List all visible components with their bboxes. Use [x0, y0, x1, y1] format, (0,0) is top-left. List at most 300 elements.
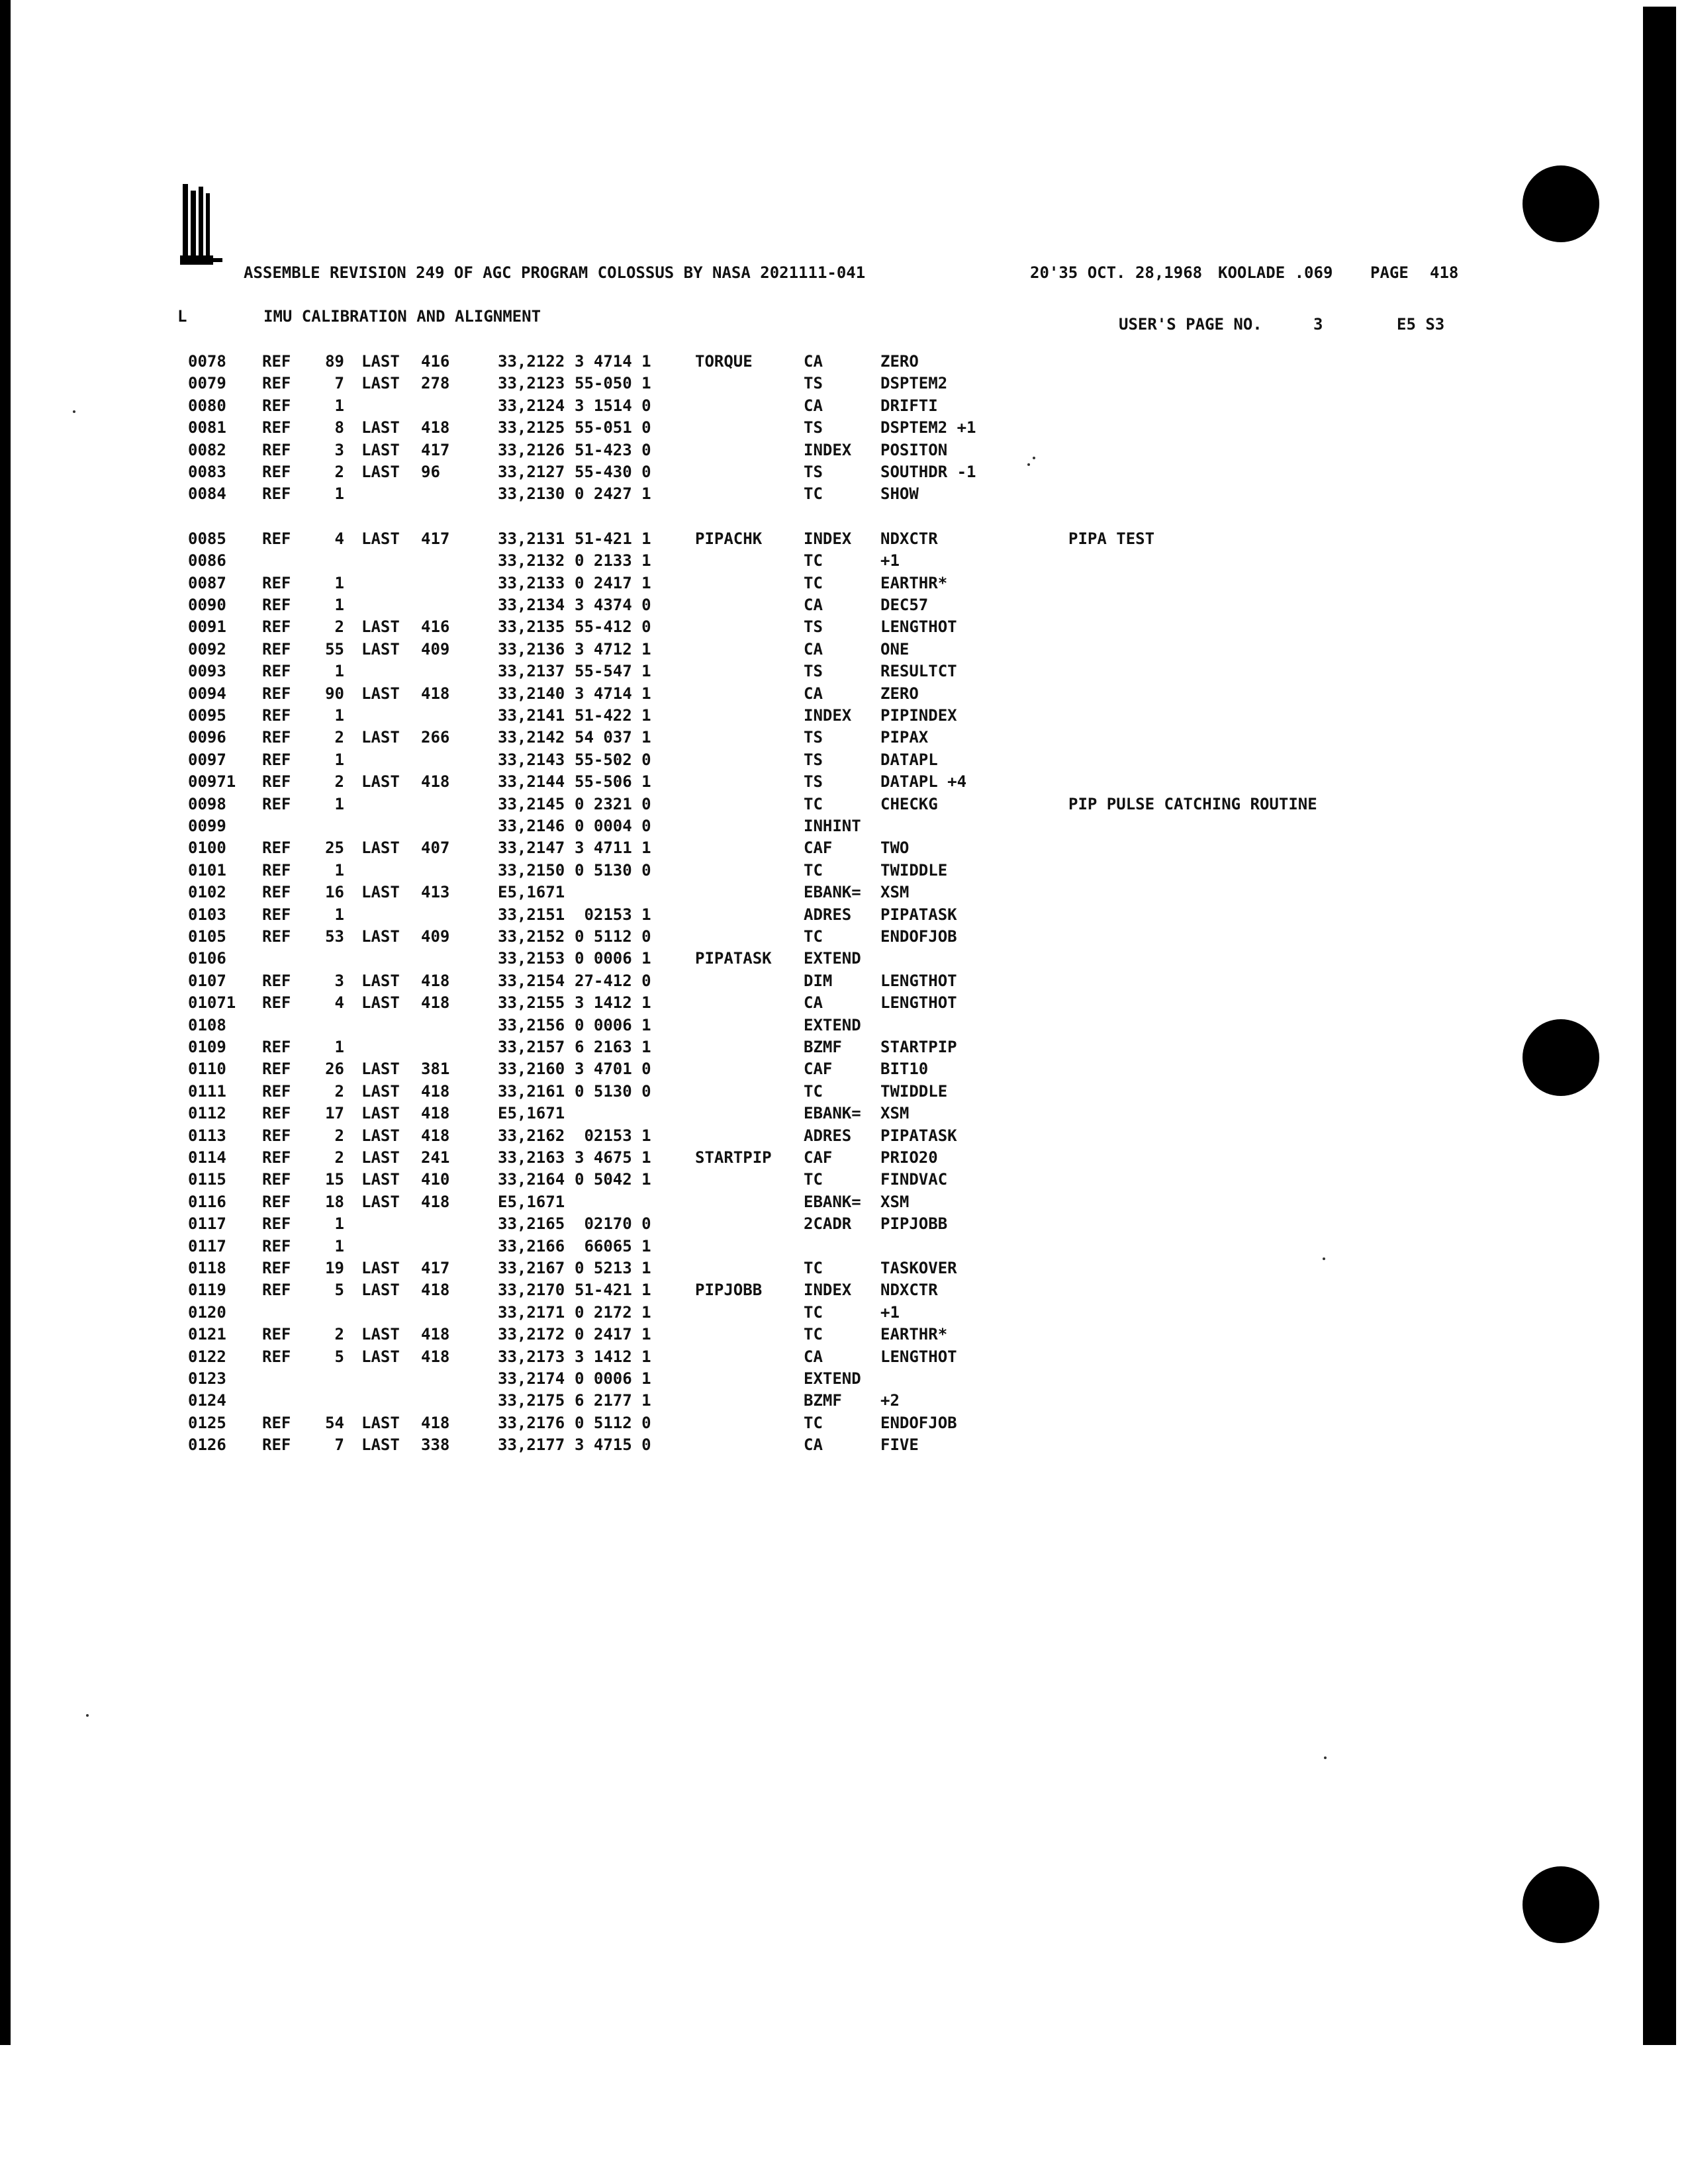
ref-flag: REF — [262, 1259, 291, 1277]
octal-word: 51-421 1 — [575, 529, 651, 548]
ref-count: 55 — [325, 639, 344, 659]
listing-row — [0, 882, 1688, 903]
listing-row — [0, 683, 1688, 704]
opcode: INHINT — [804, 817, 861, 835]
listing-row — [0, 948, 1688, 969]
address: 33,2153 — [498, 949, 565, 968]
ref-flag: REF — [262, 418, 291, 437]
opcode: ADRES — [804, 905, 852, 924]
opcode: CA — [804, 993, 823, 1013]
opcode: EBANK= — [804, 1192, 861, 1211]
printer-logo-icon — [180, 184, 222, 267]
ref-count: 1 — [334, 662, 344, 681]
scan-speck — [1324, 1756, 1327, 1759]
operand: SHOW — [880, 484, 919, 504]
line-number: 0080 — [188, 396, 226, 415]
last-page: 241 — [421, 1148, 450, 1167]
address: 33,2136 — [498, 639, 565, 659]
octal-word: 54 037 1 — [575, 728, 651, 747]
address: 33,2127 — [498, 463, 565, 481]
ref-count: 1 — [334, 484, 344, 504]
octal-word: 02170 0 — [575, 1214, 651, 1234]
operand: LENGTHOT — [880, 1347, 957, 1366]
last-page: 417 — [421, 1259, 450, 1277]
opcode: CAF — [804, 1148, 833, 1167]
address: 33,2147 — [498, 839, 565, 858]
ref-count: 2 — [334, 1325, 344, 1344]
opcode: TC — [804, 1170, 823, 1189]
opcode: BZMF — [804, 1391, 842, 1410]
ref-count: 2 — [334, 1081, 344, 1101]
ref-flag: REF — [262, 662, 291, 681]
operand: +2 — [880, 1391, 900, 1410]
opcode: CA — [804, 639, 823, 659]
last-page: 416 — [421, 617, 450, 637]
ref-count: 18 — [325, 1192, 344, 1211]
address: 33,2174 — [498, 1369, 565, 1388]
symbol-label: PIPACHK — [695, 529, 763, 548]
address: 33,2165 — [498, 1214, 565, 1234]
last-page: 418 — [421, 418, 450, 437]
opcode: INDEX — [804, 1281, 852, 1300]
ref-flag: REF — [262, 1236, 291, 1255]
octal-word: 66065 1 — [575, 1236, 651, 1255]
address: 33,2160 — [498, 1060, 565, 1079]
last-page: 413 — [421, 883, 450, 902]
ref-flag: REF — [262, 794, 291, 813]
line-number: 0081 — [188, 418, 226, 437]
line-number: 0093 — [188, 662, 226, 681]
last-flag: LAST — [361, 971, 400, 990]
opcode: INDEX — [804, 440, 852, 459]
ref-flag: REF — [262, 728, 291, 747]
address: 33,2173 — [498, 1347, 565, 1366]
listing-row — [0, 1125, 1688, 1146]
last-flag: LAST — [361, 772, 400, 792]
octal-word: 3 4675 1 — [575, 1148, 651, 1167]
line-number: 0109 — [188, 1038, 226, 1056]
octal-word: 51-422 1 — [575, 706, 651, 725]
opcode: EBANK= — [804, 883, 861, 902]
operand: ZERO — [880, 352, 919, 371]
comment: PIPA TEST — [1068, 529, 1155, 548]
last-flag: LAST — [361, 374, 400, 393]
listing-row — [0, 705, 1688, 726]
octal-word: 0 5130 0 — [575, 1081, 651, 1101]
line-number: 0125 — [188, 1413, 226, 1432]
listing-row — [0, 439, 1688, 461]
line-number: 0086 — [188, 551, 226, 570]
address: 33,2152 — [498, 927, 565, 946]
last-page: 381 — [421, 1060, 450, 1079]
listing-row — [0, 1257, 1688, 1279]
last-flag: LAST — [361, 1148, 400, 1167]
ref-count: 25 — [325, 839, 344, 858]
line-number: 0119 — [188, 1281, 226, 1300]
operand: RESULTCT — [880, 662, 957, 681]
listing-row — [0, 550, 1688, 571]
octal-word: 0 2417 1 — [575, 573, 651, 592]
operand: NDXCTR — [880, 1281, 938, 1300]
octal-word: 0 2172 1 — [575, 1302, 651, 1322]
line-number: 0100 — [188, 839, 226, 858]
listing-row — [0, 639, 1688, 660]
ref-flag: REF — [262, 617, 291, 637]
ref-flag: REF — [262, 529, 291, 548]
listing-row — [0, 904, 1688, 925]
listing-row — [0, 1103, 1688, 1124]
listing-row — [0, 727, 1688, 748]
octal-word: 0 2133 1 — [575, 551, 651, 570]
ref-count: 1 — [334, 750, 344, 769]
ref-count: 1 — [334, 905, 344, 924]
opcode: CAF — [804, 1060, 833, 1079]
ref-flag: REF — [262, 374, 291, 393]
address: 33,2154 — [498, 971, 565, 990]
address: 33,2167 — [498, 1259, 565, 1277]
opcode: TC — [804, 1325, 823, 1344]
octal-word: 0 5130 0 — [575, 860, 651, 880]
last-page: 96 — [421, 463, 440, 481]
section-title: IMU CALIBRATION AND ALIGNMENT — [263, 307, 541, 326]
address: 33,2133 — [498, 573, 565, 592]
address: 33,2166 — [498, 1236, 565, 1255]
ref-flag: REF — [262, 971, 291, 990]
last-flag: LAST — [361, 418, 400, 437]
punch-hole-bottom — [1523, 1866, 1599, 1943]
listing-row — [0, 1236, 1688, 1257]
ref-flag: REF — [262, 1214, 291, 1234]
opcode: CA — [804, 396, 823, 415]
address: 33,2144 — [498, 772, 565, 792]
listing-row — [0, 1081, 1688, 1102]
ref-flag: REF — [262, 596, 291, 614]
listing-row — [0, 1191, 1688, 1212]
operand: LENGTHOT — [880, 971, 957, 990]
last-flag: LAST — [361, 1347, 400, 1366]
address: 33,2150 — [498, 860, 565, 880]
octal-word: 55-506 1 — [575, 772, 651, 792]
listing-row — [0, 794, 1688, 815]
ref-flag: REF — [262, 1148, 291, 1167]
ref-flag: REF — [262, 1347, 291, 1366]
operand: TWIDDLE — [880, 1081, 948, 1101]
octal-word: 0 5213 1 — [575, 1259, 651, 1277]
last-page: 417 — [421, 529, 450, 548]
listing-row — [0, 926, 1688, 947]
last-flag: LAST — [361, 1170, 400, 1189]
address: 33,2171 — [498, 1302, 565, 1322]
address: 33,2137 — [498, 662, 565, 681]
octal-word: 3 4714 1 — [575, 684, 651, 703]
listing-row — [0, 837, 1688, 858]
ref-flag: REF — [262, 1038, 291, 1056]
operand: PIPJOBB — [880, 1214, 948, 1234]
line-number: 0094 — [188, 684, 226, 703]
octal-word: 0 5042 1 — [575, 1170, 651, 1189]
last-page: 278 — [421, 374, 450, 393]
line-number: 0095 — [188, 706, 226, 725]
last-page: 409 — [421, 927, 450, 946]
octal-word: 55-547 1 — [575, 662, 651, 681]
scan-speck — [73, 410, 75, 413]
last-page: 418 — [421, 684, 450, 703]
octal-word: 51-423 0 — [575, 440, 651, 459]
line-number: 0112 — [188, 1104, 226, 1123]
address: 33,2140 — [498, 684, 565, 703]
address: 33,2176 — [498, 1413, 565, 1432]
line-number: 0116 — [188, 1192, 226, 1211]
operand: XSM — [880, 1104, 910, 1123]
ref-count: 26 — [325, 1060, 344, 1079]
listing-row — [0, 594, 1688, 615]
listing-row — [0, 860, 1688, 881]
last-flag: LAST — [361, 927, 400, 946]
opcode: TC — [804, 1413, 823, 1432]
last-flag: LAST — [361, 1192, 400, 1211]
punch-hole-top — [1523, 165, 1599, 242]
ref-count: 3 — [334, 440, 344, 459]
line-number: 0091 — [188, 617, 226, 637]
ref-flag: REF — [262, 684, 291, 703]
last-flag: LAST — [361, 529, 400, 548]
ref-count: 1 — [334, 860, 344, 880]
operand: DATAPL +4 — [880, 772, 967, 792]
last-page: 416 — [421, 352, 450, 371]
last-flag: LAST — [361, 1413, 400, 1432]
opcode: TC — [804, 1259, 823, 1277]
ref-count: 2 — [334, 1148, 344, 1167]
last-flag: LAST — [361, 463, 400, 481]
listing-row — [0, 1213, 1688, 1234]
line-number: 0099 — [188, 817, 226, 835]
opcode: CA — [804, 352, 823, 371]
line-number: 0120 — [188, 1302, 226, 1322]
last-flag: LAST — [361, 1104, 400, 1123]
ref-count: 5 — [334, 1281, 344, 1300]
last-page: 418 — [421, 1126, 450, 1145]
line-number: 0117 — [188, 1236, 226, 1255]
octal-word: 0 0004 0 — [575, 817, 651, 835]
ref-flag: REF — [262, 1325, 291, 1344]
last-flag: LAST — [361, 728, 400, 747]
last-page: 410 — [421, 1170, 450, 1189]
address: 33,2142 — [498, 728, 565, 747]
ref-flag: REF — [262, 772, 291, 792]
opcode: TC — [804, 927, 823, 946]
octal-word: 6 2163 1 — [575, 1038, 651, 1056]
line-number: 0122 — [188, 1347, 226, 1366]
line-number: 0096 — [188, 728, 226, 747]
line-number: 0117 — [188, 1214, 226, 1234]
opcode: INDEX — [804, 706, 852, 725]
listing-title: ASSEMBLE REVISION 249 OF AGC PROGRAM COLOSSUS BY NASA 2021111-041 — [244, 263, 866, 282]
address: 33,2177 — [498, 1435, 565, 1455]
ref-count: 1 — [334, 596, 344, 614]
last-page: 418 — [421, 1192, 450, 1211]
listing-row — [0, 395, 1688, 416]
address: 33,2156 — [498, 1015, 565, 1034]
line-number: 0087 — [188, 573, 226, 592]
ref-flag: REF — [262, 1060, 291, 1079]
address: 33,2170 — [498, 1281, 565, 1300]
last-page: 266 — [421, 728, 450, 747]
opcode: TS — [804, 662, 823, 681]
listing-row — [0, 1058, 1688, 1079]
operand: POSITON — [880, 440, 948, 459]
listing-row — [0, 461, 1688, 482]
octal-word: 3 1412 1 — [575, 1347, 651, 1366]
opcode: TS — [804, 750, 823, 769]
opcode: EXTEND — [804, 1369, 861, 1388]
opcode: ADRES — [804, 1126, 852, 1145]
ref-flag: REF — [262, 927, 291, 946]
page-label: PAGE — [1370, 263, 1409, 282]
address: 33,2124 — [498, 396, 565, 415]
operand: CHECKG — [880, 794, 938, 813]
last-flag: LAST — [361, 1126, 400, 1145]
line-number: 0106 — [188, 949, 226, 968]
operand: DEC57 — [880, 596, 929, 614]
ref-flag: REF — [262, 463, 291, 481]
last-page: 418 — [421, 971, 450, 990]
opcode: TS — [804, 617, 823, 637]
ref-count: 8 — [334, 418, 344, 437]
listing-row — [0, 373, 1688, 394]
opcode: TS — [804, 728, 823, 747]
listing-timestamp: 20'35 OCT. 28,1968 — [1030, 263, 1203, 282]
last-page: 418 — [421, 1081, 450, 1101]
opcode: 2CADR — [804, 1214, 852, 1234]
last-page: 418 — [421, 1325, 450, 1344]
ref-flag: REF — [262, 706, 291, 725]
user-page-label: USER'S PAGE NO. — [1119, 315, 1262, 334]
address: 33,2143 — [498, 750, 565, 769]
address: 33,2134 — [498, 596, 565, 614]
opcode: TC — [804, 551, 823, 570]
listing-row — [0, 616, 1688, 637]
listing-row — [0, 483, 1688, 504]
ref-flag: REF — [262, 1170, 291, 1189]
operand: +1 — [880, 1302, 900, 1322]
listing-row — [0, 1324, 1688, 1345]
listing-row — [0, 992, 1688, 1013]
address: E5,1671 — [498, 1192, 565, 1211]
octal-word: 55-051 0 — [575, 418, 651, 437]
page-number: 418 — [1430, 263, 1459, 282]
ref-count: 1 — [334, 706, 344, 725]
operand: DSPTEM2 +1 — [880, 418, 976, 437]
octal-word: 3 4714 1 — [575, 352, 651, 371]
octal-word: 3 4715 0 — [575, 1435, 651, 1455]
ref-count: 2 — [334, 728, 344, 747]
listing-row — [0, 351, 1688, 372]
operand: EARTHR* — [880, 1325, 948, 1344]
line-number: 0124 — [188, 1391, 226, 1410]
last-flag: LAST — [361, 1281, 400, 1300]
listing-row — [0, 1434, 1688, 1455]
operand: +1 — [880, 551, 900, 570]
ref-count: 2 — [334, 463, 344, 481]
ref-flag: REF — [262, 1081, 291, 1101]
last-flag: LAST — [361, 993, 400, 1013]
ref-count: 15 — [325, 1170, 344, 1189]
octal-word: 6 2177 1 — [575, 1391, 651, 1410]
address: 33,2132 — [498, 551, 565, 570]
address: 33,2141 — [498, 706, 565, 725]
line-number: 0111 — [188, 1081, 226, 1101]
listing-row — [0, 1279, 1688, 1300]
last-flag: LAST — [361, 1435, 400, 1455]
opcode: TC — [804, 1081, 823, 1101]
last-flag: LAST — [361, 352, 400, 371]
last-page: 417 — [421, 440, 450, 459]
opcode: TS — [804, 772, 823, 792]
octal-word: 0 0006 1 — [575, 949, 651, 968]
operand: STARTPIP — [880, 1038, 957, 1056]
user-page-number: 3 — [1313, 315, 1323, 334]
scan-speck — [86, 1714, 89, 1717]
octal-word: 0 2417 1 — [575, 1325, 651, 1344]
ref-count: 16 — [325, 883, 344, 902]
ref-count: 7 — [334, 374, 344, 393]
address: 33,2157 — [498, 1038, 565, 1056]
scan-speck — [1027, 463, 1030, 466]
ref-count: 2 — [334, 1126, 344, 1145]
last-flag: LAST — [361, 639, 400, 659]
octal-word: 02153 1 — [575, 1126, 651, 1145]
scan-speck — [1033, 457, 1035, 459]
ref-flag: REF — [262, 839, 291, 858]
operand: DRIFTI — [880, 396, 938, 415]
operand: DATAPL — [880, 750, 938, 769]
ref-count: 5 — [334, 1347, 344, 1366]
address: 33,2146 — [498, 817, 565, 835]
address: 33,2161 — [498, 1081, 565, 1101]
octal-word: 3 4701 0 — [575, 1060, 651, 1079]
last-flag: LAST — [361, 883, 400, 902]
octal-word: 51-421 1 — [575, 1281, 651, 1300]
listing-row — [0, 1036, 1688, 1058]
line-number: 0113 — [188, 1126, 226, 1145]
operand: XSM — [880, 1192, 910, 1211]
operand: PIPAX — [880, 728, 929, 747]
line-number: 0084 — [188, 484, 226, 504]
operand: PIPATASK — [880, 1126, 957, 1145]
operand: BIT10 — [880, 1060, 929, 1079]
listing-row — [0, 749, 1688, 770]
last-flag: LAST — [361, 839, 400, 858]
line-number: 0097 — [188, 750, 226, 769]
line-number: 0085 — [188, 529, 226, 548]
octal-word: 3 1514 0 — [575, 396, 651, 415]
address: 33,2122 — [498, 352, 565, 371]
operand: TWO — [880, 839, 910, 858]
ref-count: 1 — [334, 794, 344, 813]
opcode: TC — [804, 484, 823, 504]
symbol-label: PIPJOBB — [695, 1281, 763, 1300]
opcode: TS — [804, 463, 823, 481]
listing-row — [0, 1015, 1688, 1036]
ref-count: 54 — [325, 1413, 344, 1432]
ref-count: 89 — [325, 352, 344, 371]
octal-word: 55-430 0 — [575, 463, 651, 481]
last-flag: LAST — [361, 1081, 400, 1101]
listing-row — [0, 970, 1688, 991]
scan-speck — [1323, 1257, 1325, 1260]
line-number: 0114 — [188, 1148, 226, 1167]
operand: ZERO — [880, 684, 919, 703]
